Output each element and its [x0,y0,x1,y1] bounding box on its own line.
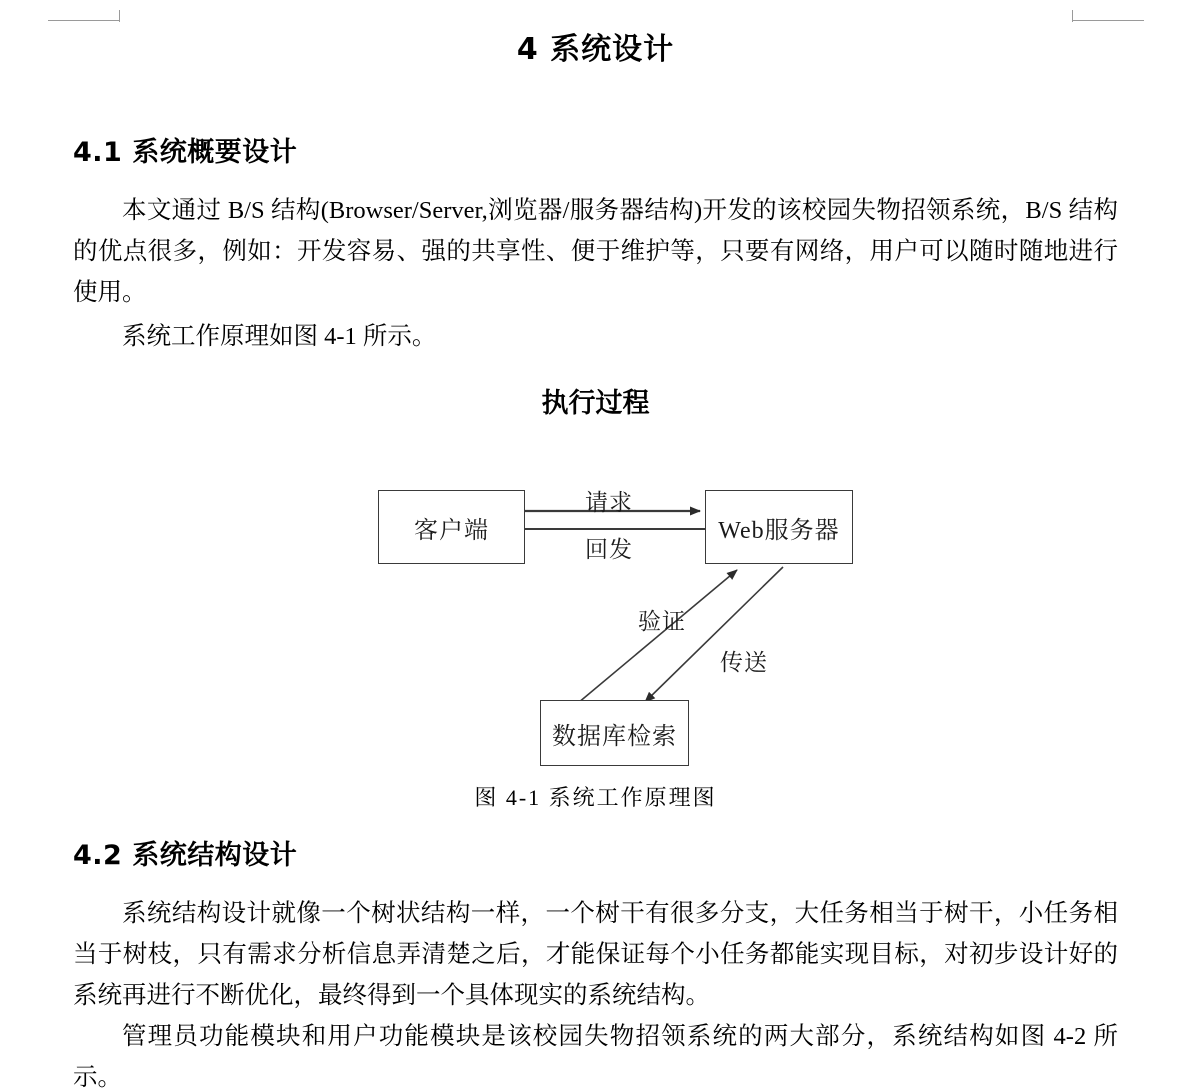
section-heading-4-2: 4.2 系统结构设计 [73,840,298,871]
page-title: 4 系统设计 [516,32,675,67]
figure-title: 执行过程 [541,388,650,419]
edge-label-request: 请求 [585,490,633,515]
figure-caption: 图 4-1 系统工作原理图 [474,785,717,810]
crop-mark-horizontal-rule [1072,20,1144,21]
paragraph-4-1-1: 本文通过 B/S 结构(Browser/Server,浏览器/服务器结构)开发的该校园失物招领系统，B/S 结构的优点很多，例如：开发容易、强的共享性、便于维护等，只要有网络，用户可以随时随地进行使用。 [73,197,1118,306]
edge-label-reply: 回发 [585,537,633,562]
paragraph-4-1-2: 系统工作原理如图 4-1 所示。 [122,323,437,350]
edge-label-verify: 验证 [638,609,686,634]
arrow-verify [578,570,737,703]
figure-diagram [0,460,1191,780]
section-heading-4-1: 4.1 系统概要设计 [73,137,298,168]
crop-mark-horizontal-rule [48,20,120,21]
diagram-node-web-server: Web服务器 [705,490,853,564]
diagram-node-client: 客户端 [378,490,525,564]
crop-mark-vertical-rule [119,10,120,22]
diagram-node-database: 数据库检索 [540,700,689,766]
paragraph-4-2-1: 系统结构设计就像一个树状结构一样，一个树干有很多分支，大任务相当于树干，小任务相当于树枝，只有需求分析信息弄清楚之后，才能保证每个小任务都能实现目标，对初步设计好的系统再进行不断优化，最终得到一个具体现实的系统结构。 [73,900,1118,1009]
edge-label-send: 传送 [720,650,768,675]
crop-mark-vertical-rule [1072,10,1073,22]
paragraph-4-2-2: 管理员功能模块和用户功能模块是该校园失物招领系统的两大部分，系统结构如图 4-2 所示。 [73,1023,1118,1091]
